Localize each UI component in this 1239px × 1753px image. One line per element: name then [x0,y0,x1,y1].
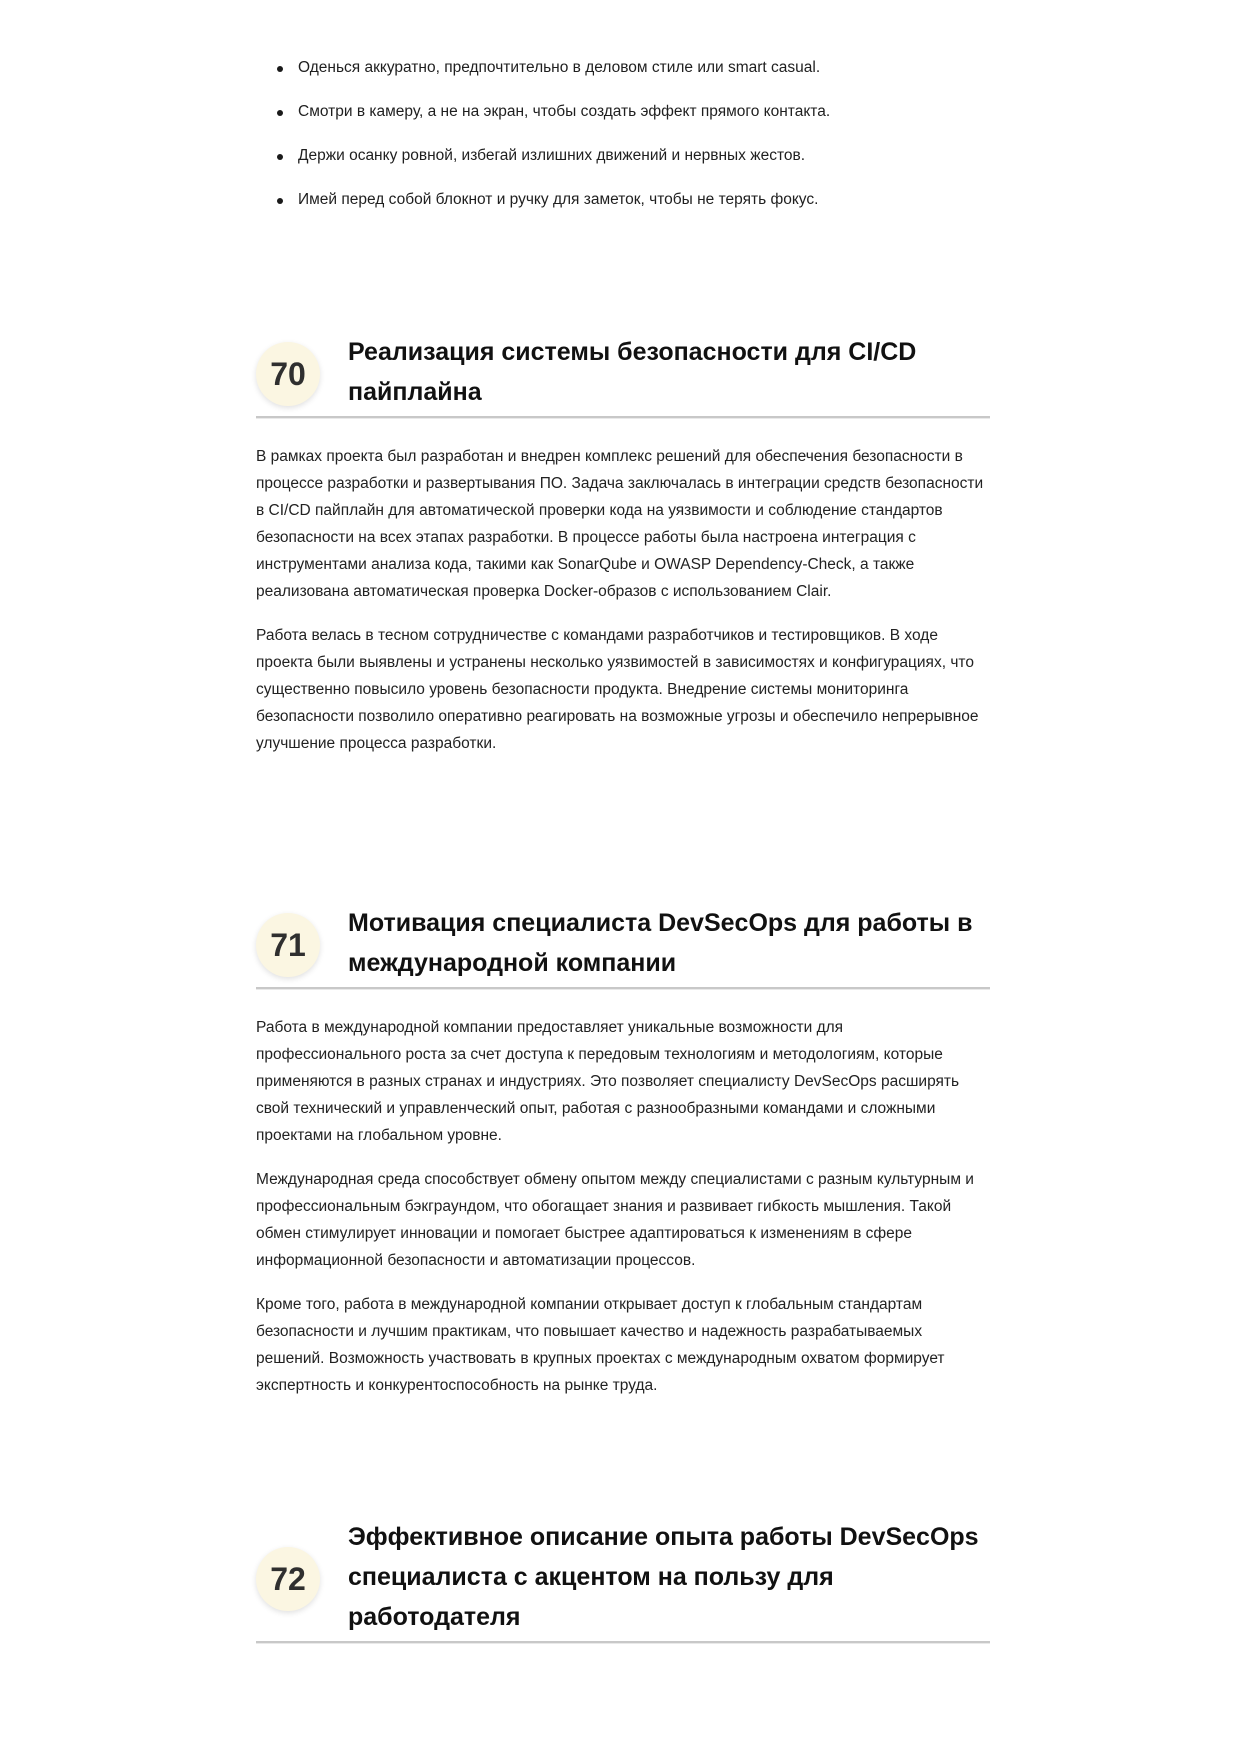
section-header [256,903,990,989]
list-item: Смотри в камеру, а не на экран, чтобы создать эффект прямого контакта. [276,102,996,122]
section-title-line: международной компании [348,949,677,977]
section-title-line: специалиста с акцентом на пользу для [348,1563,834,1591]
section-title-line: Мотивация специалиста DevSecOps для работы в [348,909,973,937]
list-item: Оденься аккуратно, предпочтительно в деловом стиле или smart casual. [276,58,996,78]
section-number-badge: 70 [256,342,320,406]
section-title [348,1517,990,1637]
paragraph: В рамках проекта был разработан и внедрен комплекс решений для обеспечения безопасности в процессе разработки и развертывания ПО. Задача заключалась в интеграции средств безопасности в CI/CD пайплайн для автоматической проверки кода на уязвимости и соблюдение стандартов безопасности на всех этапах разработки. В процессе работы была настроена интеграция с инструментами анализа кода, такими как SonarQube и OWASP Dependency-Check, а также реализована автоматическая проверка Docker-образов с использованием Clair. [256,448,984,600]
section-number-badge: 72 [256,1547,320,1611]
section-title [348,332,990,412]
section-header [256,1517,990,1643]
section-70 [256,332,990,757]
section-72 [256,1517,990,1643]
section-body [256,1014,990,1399]
paragraph: Кроме того, работа в международной компании открывает доступ к глобальным стандартам безопасности и лучшим практикам, что повышает качество и надежность разрабатываемых решений. Возможность участвовать в крупных проектах с международным охватом формирует экспертность и конкурентоспособность на рынке труда. [256,1296,945,1394]
section-title-line: Реализация системы безопасности для CI/CD [348,338,917,366]
section-title-line: Эффективное описание опыта работы DevSecOps [348,1523,979,1551]
tips-list [276,58,996,234]
section-title-line: работодателя [348,1603,521,1631]
list-item: Держи осанку ровной, избегай излишних движений и нервных жестов. [276,146,996,166]
section-header [256,332,990,418]
section-title [348,903,990,983]
paragraph: Международная среда способствует обмену опытом между специалистами с разным культурным и профессиональным бэкграундом, что обогащает знания и развивает гибкость мышления. Такой обмен стимулирует инновации и помогает быстрее адаптироваться к изменениям в сфере информационной безопасности и автоматизации процессов. [256,1171,974,1269]
section-71 [256,903,990,1399]
section-title-line: пайплайна [348,378,482,406]
section-body [256,443,990,757]
list-item: Имей перед собой блокнот и ручку для заметок, чтобы не терять фокус. [276,190,996,210]
paragraph: Работа в международной компании предоставляет уникальные возможности для профессионального роста за счет доступа к передовым технологиям и методологиям, которые применяются в разных странах и индустриях. Это позволяет специалисту DevSecOps расширять свой технический и управленческий опыт, работая с разнообразными командами и сложными проектами на глобальном уровне. [256,1019,960,1144]
section-number-badge: 71 [256,913,320,977]
paragraph: Работа велась в тесном сотрудничестве с командами разработчиков и тестировщиков. В ходе проекта были выявлены и устранены несколько уязвимостей в зависимостях и конфигурациях, что существенно повысило уровень безопасности продукта. Внедрение системы мониторинга безопасности позволило оперативно реагировать на возможные угрозы и обеспечило непрерывное улучшение процесса разработки. [256,627,979,752]
